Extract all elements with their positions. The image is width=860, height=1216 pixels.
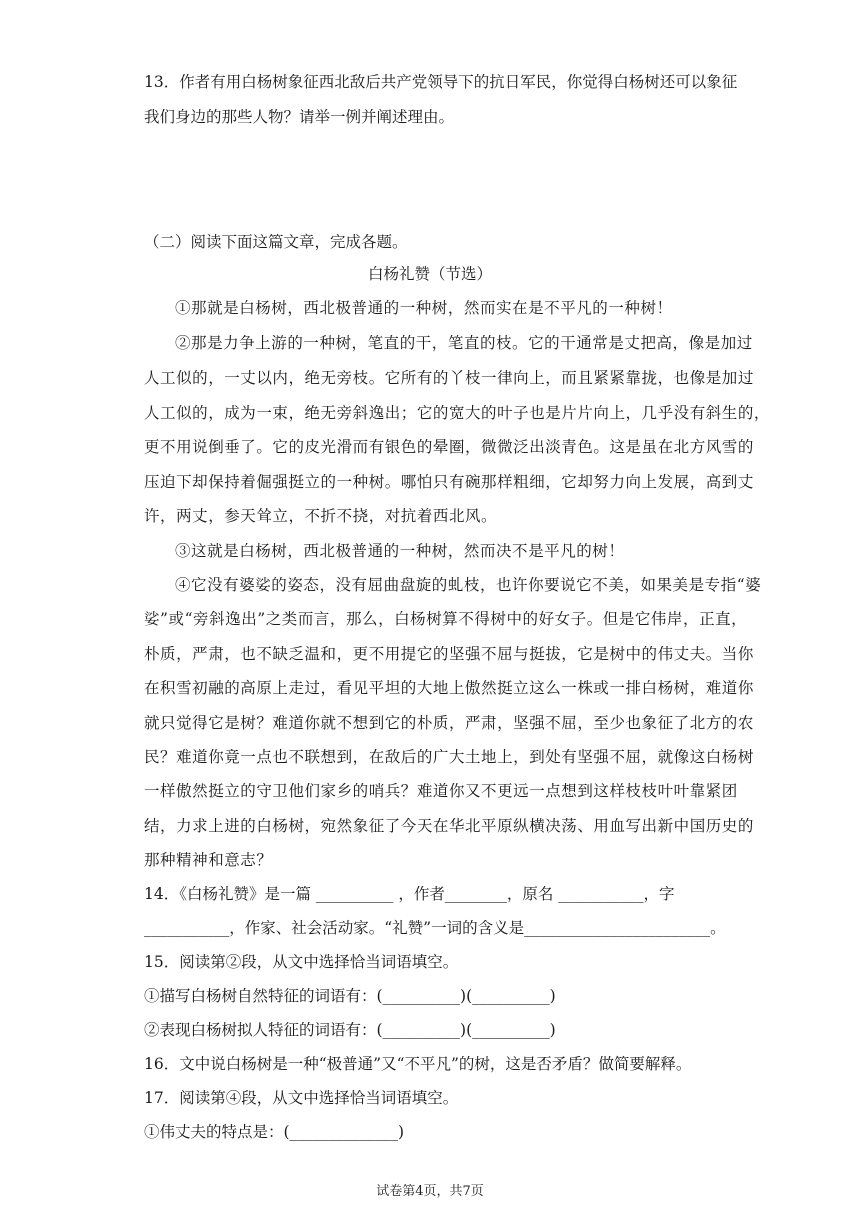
paragraph-2-line-1: ②那是力争上游的一种树，笔直的干，笔直的枝。它的干通常是丈把高，像是加过: [175, 334, 753, 352]
paragraph-4-line-6: 民？难道你竟一点也不联想到，在敌后的广大土地上，到处有坚强不屈，就像这白杨树: [144, 748, 754, 766]
section-2-instruction: （二）阅读下面这篇文章，完成各题。: [144, 233, 408, 251]
paragraph-2-line-3: 人工似的，成为一束，绝无旁斜逸出；它的宽大的叶子也是片片向上，几乎没有斜生的，: [144, 404, 770, 422]
question-16: 16．文中说白杨树是一种“极普通”又“不平凡”的树，这是否矛盾？做简要解释。: [144, 1055, 692, 1073]
passage-title: 白杨礼赞（节选）: [367, 265, 492, 283]
paragraph-4-line-7: 一样傲然挺立的守卫他们家乡的哨兵？难道你又不更远一点想到这样枝枝叶叶靠紧团: [144, 782, 738, 800]
paragraph-1: ①那就是白杨树，西北极普通的一种树，然而实在是不平凡的一种树！: [175, 299, 673, 317]
question-13-line-2: 我们身边的那些人物？请举一例并阐述理由。: [144, 108, 455, 126]
question-17: 17．阅读第④段，从文中选择恰当词语填空。: [144, 1089, 459, 1107]
paragraph-4-line-1: ④它没有婆娑的姿态，没有屈曲盘旋的虬枝，也许你要说它不美，如果美是专指“婆: [175, 576, 762, 594]
question-13-line-1: 13．作者有用白杨树象征西北敌后共产党领导下的抗日军民，你觉得白杨树还可以象征: [144, 73, 738, 91]
paragraph-4-line-9: 那种精神和意志？: [144, 851, 273, 869]
question-15: 15．阅读第②段，从文中选择恰当词语填空。: [144, 953, 459, 971]
question-17-item-1: ①伟丈夫的特点是：(______________): [144, 1123, 405, 1141]
question-15-item-1: ①描写白杨树自然特征的词语有：(__________)(__________): [144, 987, 556, 1005]
paragraph-3: ③这就是白杨树，西北极普通的一种树，然而决不是平凡的树！: [175, 542, 625, 560]
paragraph-2-line-6: 许，两丈，参天耸立，不折不挠，对抗着西北风。: [144, 507, 498, 525]
paragraph-4-line-5: 就只觉得它是树？难道你就不想到它的朴质，严肃，坚强不屈，至少也象征了北方的农: [144, 714, 754, 732]
question-14-line-2: ___________，作家、社会活动家。“礼赞”一词的含义是________________________。: [144, 919, 726, 937]
paragraph-2-line-2: 人工似的，一丈以内，绝无旁枝。它所有的丫枝一律向上，而且紧紧靠拢，也像是加过: [144, 369, 754, 387]
paragraph-4-line-4: 在积雪初融的高原上走过，看见平坦的大地上傲然挺立这么一株或一排白杨树，难道你: [144, 679, 754, 697]
question-14-line-1: 14．《白杨礼赞》是一篇 __________ ，作者________，原名 ___________，字: [144, 885, 675, 903]
paragraph-2-line-4: 更不用说倒垂了。它的皮光滑而有银色的晕圈，微微泛出淡青色。这是虽在北方风雪的: [144, 438, 754, 456]
paragraph-4-line-3: 朴质，严肃，也不缺乏温和，更不用提它的坚强不屈与挺拔，它是树中的伟丈夫。当你: [144, 645, 754, 663]
paragraph-4-line-8: 结，力求上进的白杨树，宛然象征了今天在华北平原纵横决荡、用血写出新中国历史的: [144, 817, 754, 835]
page-footer: 试卷第4页，共7页: [376, 1184, 484, 1199]
paragraph-2-line-5: 压迫下却保持着倔强挺立的一种树。哪怕只有碗那样粗细，它却努力向上发展，高到丈: [144, 473, 754, 491]
paragraph-4-line-2: 娑”或“旁斜逸出”之类而言，那么，白杨树算不得树中的好女子。但是它伟岸，正直，: [144, 610, 748, 628]
question-15-item-2: ②表现白杨树拟人特征的词语有：(__________)(__________): [144, 1021, 556, 1039]
